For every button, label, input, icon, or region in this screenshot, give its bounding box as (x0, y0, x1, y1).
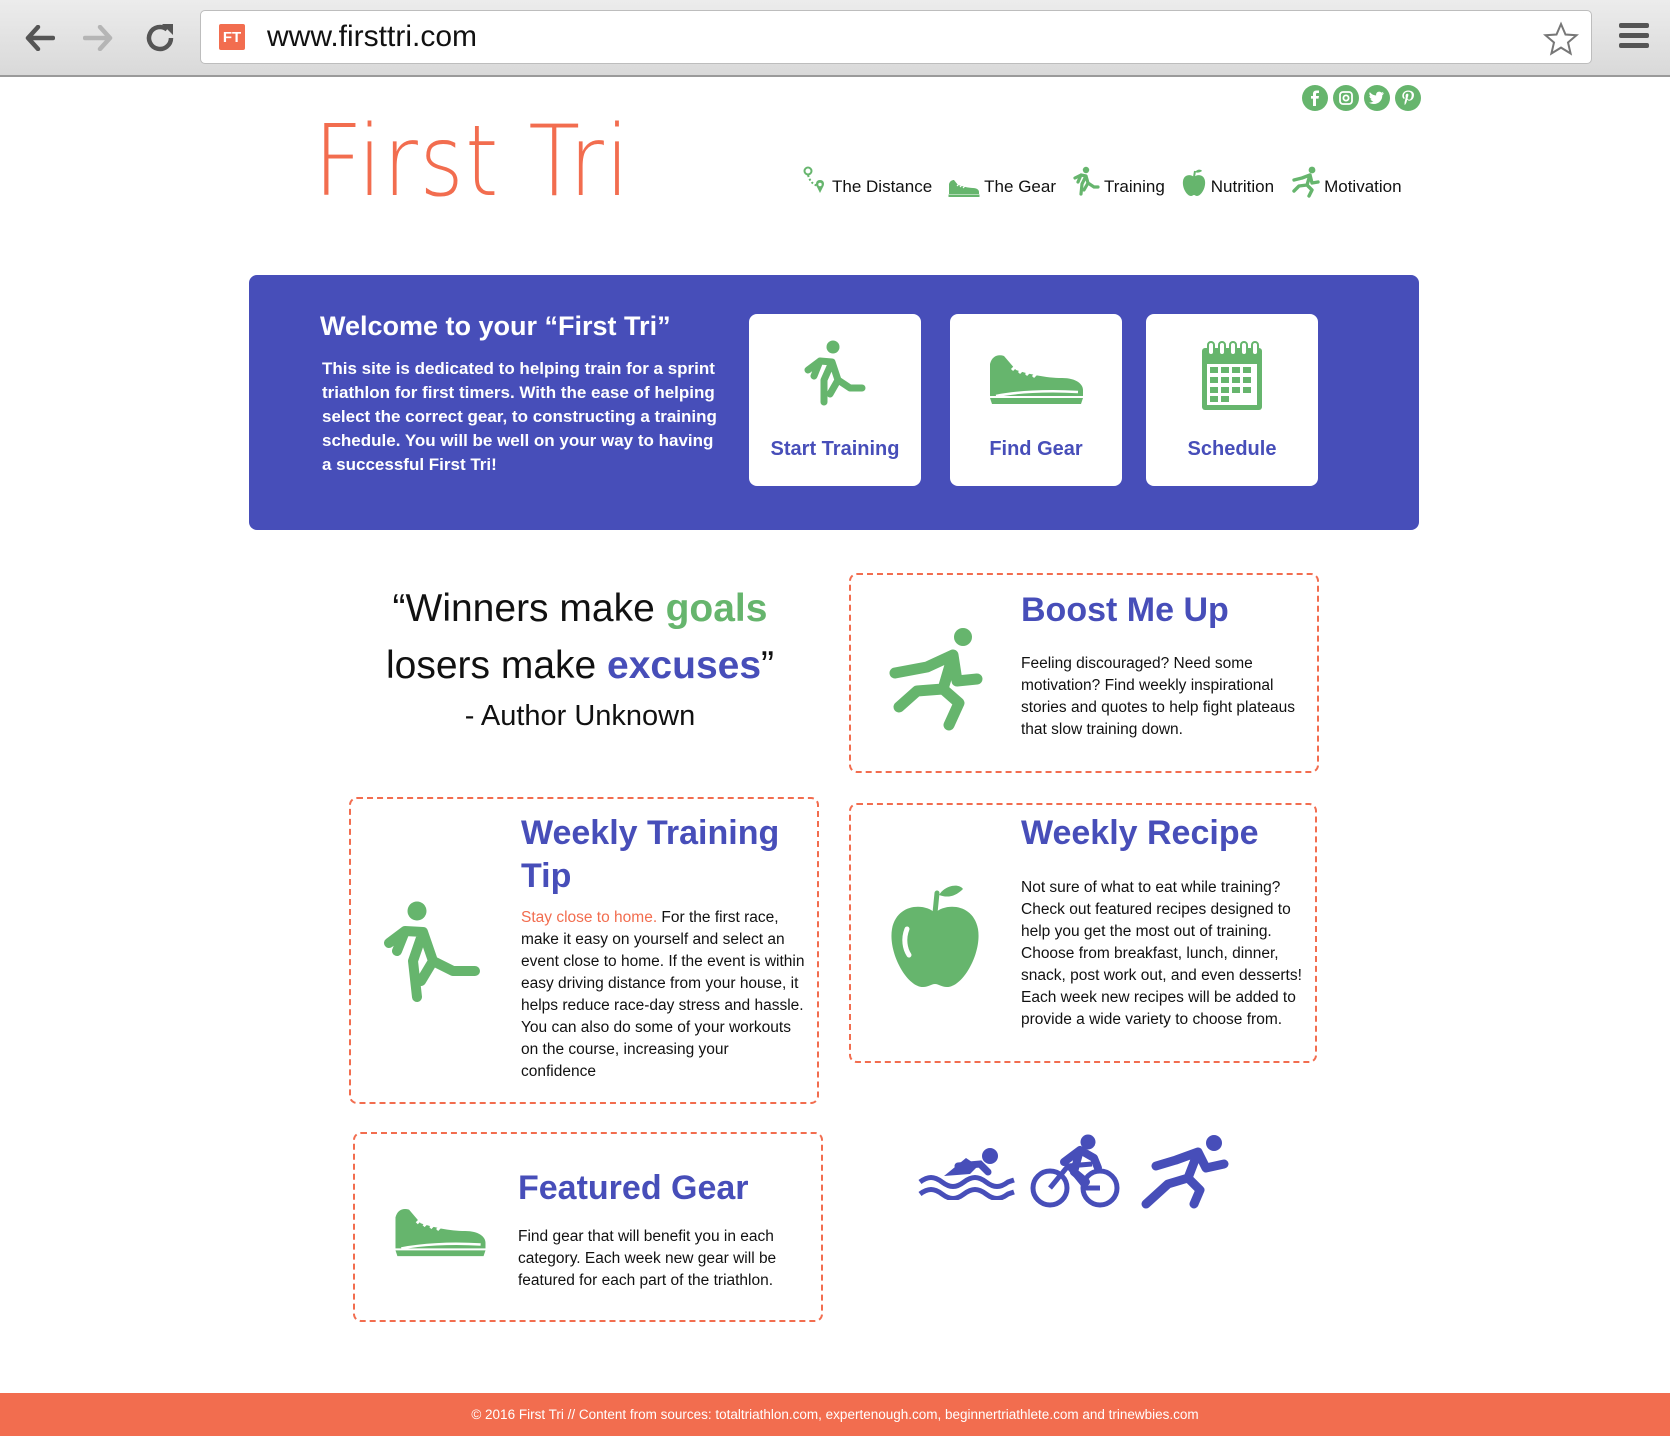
facebook-icon[interactable] (1302, 85, 1328, 111)
running-man-icon (887, 627, 983, 731)
star-icon (1543, 21, 1579, 57)
apple-icon (1181, 168, 1207, 198)
quote-text: losers make (385, 644, 608, 687)
shoe-icon (391, 1200, 489, 1260)
running-man-icon (1290, 166, 1320, 198)
bookmark-star-button[interactable] (1543, 21, 1579, 57)
runner-icon (1134, 1134, 1232, 1210)
nav-label: The Distance (832, 177, 933, 196)
menu-bar-line (1619, 23, 1649, 28)
forward-button[interactable] (76, 16, 120, 60)
weekly-training-tip-card[interactable] (349, 797, 819, 1104)
card-label: Find Gear (989, 438, 1083, 460)
menu-bar-line (1619, 43, 1649, 48)
nav-item-motivation[interactable] (1290, 166, 1401, 198)
card-icon-wrap (887, 881, 983, 996)
arrow-left-icon (25, 25, 55, 51)
card-icon-wrap (383, 901, 487, 1014)
arrow-right-icon (83, 25, 113, 51)
welcome-banner (249, 275, 1419, 530)
card-icon-wrap (887, 627, 983, 736)
nav-item-the-distance[interactable] (802, 166, 932, 198)
main-nav (802, 166, 1418, 198)
site-footer (0, 1393, 1670, 1436)
nav-item-nutrition[interactable] (1181, 168, 1274, 198)
tip-title: Weekly Training Tip (521, 814, 780, 895)
quote-highlight: excuses (607, 644, 762, 687)
start-training-button[interactable] (749, 314, 921, 486)
find-gear-button[interactable] (950, 314, 1122, 486)
featured-gear-card[interactable] (353, 1132, 823, 1322)
shoe-icon (948, 176, 980, 198)
apple-icon (887, 881, 983, 991)
nav-label: The Gear (984, 177, 1056, 196)
triathlon-icons (918, 1134, 1232, 1210)
welcome-text: This site is dedicated to helping train for a sprint triathlon for first timers. With the ease of helping select the correct gear, to constructing a training schedule. You will be well on your way to having a successful First Tri! (322, 359, 717, 474)
cyclist-icon (1030, 1134, 1120, 1210)
social-links (1302, 85, 1421, 111)
tip-body: For the first race, make it easy on yourself and select an event close to home. If the event is within easy driving distance from your house, it helps reduce race-day stress and hassle. You can also do some of your workouts on the course, increasing your confidence (521, 909, 805, 1080)
swimmer-icon (918, 1144, 1016, 1200)
runner-icon (1072, 166, 1100, 198)
calendar-icon (1199, 340, 1265, 412)
footer-text: © 2016 First Tri // Content from sources: totaltriathlon.com, expertenough.com, beginnertriathlete.com and trinewbies.com (471, 1407, 1199, 1422)
location-pin-icon (802, 166, 828, 198)
quote-author: - Author Unknown (464, 700, 696, 732)
boost-text: Feeling discouraged? Need some motivation? Find weekly inspirational stories and quotes to help fight plateaus that slow training down. (1021, 655, 1296, 738)
recipe-text: Not sure of what to eat while training? Check out featured recipes designed to help you get the most out of training. Choose from breakfast, lunch, dinner, snack, post work out, and even desserts! Each week new recipes will be added to provide a wide variety to choose from. (1021, 879, 1302, 1028)
reload-icon (143, 21, 177, 55)
nav-label: Training (1103, 177, 1165, 196)
nav-label: Nutrition (1210, 177, 1275, 196)
quote-text: “Winners make (392, 587, 666, 630)
nav-item-training[interactable] (1072, 166, 1165, 198)
quote-highlight: goals (665, 587, 768, 630)
welcome-title: Welcome to your “First Tri” (320, 311, 671, 341)
quote-text: ” (761, 644, 775, 687)
motivational-quote (360, 580, 800, 733)
weekly-recipe-card[interactable] (849, 803, 1317, 1063)
pinterest-icon[interactable] (1395, 85, 1421, 111)
card-label: Start Training (770, 438, 900, 460)
twitter-icon[interactable] (1364, 85, 1390, 111)
address-bar[interactable] (200, 10, 1592, 64)
url-text[interactable]: www.firsttri.com (267, 20, 477, 53)
gear-text: Find gear that will benefit you in each category. Each week new gear will be featured for each part of the triathlon. (518, 1228, 777, 1289)
nav-label: Motivation (1324, 177, 1402, 196)
back-button[interactable] (18, 16, 62, 60)
instagram-icon[interactable] (1333, 85, 1359, 111)
gear-title: Featured Gear (518, 1169, 749, 1207)
quote-line-1 (360, 580, 800, 637)
tip-highlight: Stay close to home. (521, 909, 658, 926)
boost-title: Boost Me Up (1021, 591, 1229, 629)
quote-line-2 (360, 637, 800, 694)
card-icon-wrap (391, 1200, 489, 1265)
card-label: Schedule (1187, 438, 1277, 460)
runner-icon (802, 340, 868, 412)
shoe-icon (986, 340, 1086, 412)
menu-bar-line (1619, 33, 1649, 38)
site-favicon: FT (219, 24, 245, 50)
card-icon-wrap (1146, 340, 1318, 412)
card-icon-wrap (749, 340, 921, 412)
tip-text (521, 907, 806, 1083)
browser-menu-button[interactable] (1614, 18, 1654, 58)
recipe-title: Weekly Recipe (1021, 814, 1259, 852)
runner-icon (383, 901, 487, 1009)
reload-button[interactable] (138, 16, 182, 60)
card-icon-wrap (950, 340, 1122, 412)
site-logo[interactable]: First Tri (314, 105, 631, 219)
browser-toolbar (0, 0, 1670, 77)
nav-item-the-gear[interactable] (948, 176, 1056, 198)
schedule-button[interactable] (1146, 314, 1318, 486)
boost-me-up-card[interactable] (849, 573, 1319, 773)
